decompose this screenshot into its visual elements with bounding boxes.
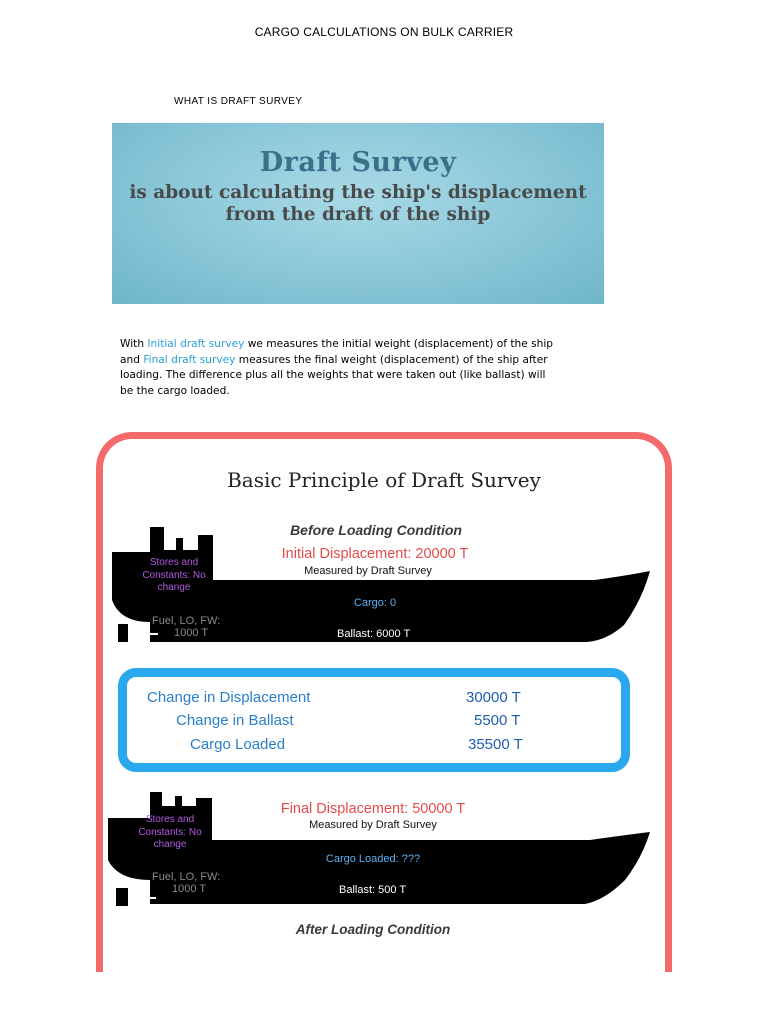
before-stores-label [124, 557, 224, 595]
stores-line: Constants: No [138, 826, 202, 838]
before-cargo-label: Cargo: 0 [353, 597, 397, 609]
fuel-line: Fuel, LO, FW: [152, 871, 221, 883]
paragraph-text: we measures the initial weight (displacement) of the ship and [120, 338, 553, 366]
cargo-loaded-value: 35500 T [468, 736, 523, 753]
banner-subtitle: is about calculating the ship's displacement from the draft of the ship [129, 182, 587, 225]
stores-line: change [157, 582, 191, 593]
change-displacement-value: 30000 T [466, 689, 521, 706]
stores-line: Stores and [145, 814, 195, 825]
before-ballast-label: Ballast: 6000 T [337, 628, 411, 640]
change-ballast-value: 5500 T [474, 712, 521, 729]
after-cargo-label: Cargo Loaded: ??? [325, 853, 421, 865]
cargo-loaded-label: Cargo Loaded [190, 736, 286, 753]
final-displacement-label: Final Displacement: 50000 T [280, 801, 466, 817]
after-measured-label: Measured by Draft Survey [309, 819, 437, 831]
banner-title: Draft Survey [259, 147, 457, 178]
fuel-line: 1000 T [174, 627, 209, 639]
after-ballast-label: Ballast: 500 T [339, 884, 407, 896]
before-measured-label: Measured by Draft Survey [304, 565, 432, 577]
paragraph-text: With [120, 338, 148, 350]
after-stores-label [120, 814, 220, 852]
change-ballast-label: Change in Ballast [176, 712, 294, 729]
paragraph-text: measures the final weight (displacement) of the ship after loading. The difference plus all the weights that were taken out (like ballast) will be the cargo loaded. [120, 353, 548, 397]
infographic-title: Basic Principle of Draft Survey [227, 468, 541, 492]
initial-draft-survey-link[interactable]: Initial draft survey [147, 338, 245, 350]
after-loading-heading: After Loading Condition [295, 922, 451, 937]
initial-displacement-label: Initial Displacement: 20000 T [281, 546, 469, 562]
stores-line: Constants: No [142, 569, 206, 581]
final-draft-survey-link[interactable]: Final draft survey [143, 353, 236, 366]
document-title: CARGO CALCULATIONS ON BULK CARRIER [254, 25, 514, 39]
fuel-line: Fuel, LO, FW: [152, 615, 221, 627]
section-title: WHAT IS DRAFT SURVEY [174, 96, 303, 107]
stores-line: change [153, 839, 187, 850]
before-loading-heading: Before Loading Condition [290, 522, 462, 538]
stores-line: Stores and [149, 557, 199, 568]
before-fuel-label [152, 615, 220, 639]
after-fuel-label [152, 871, 220, 895]
fuel-line: 1000 T [172, 883, 207, 895]
change-displacement-label: Change in Displacement [147, 689, 311, 706]
